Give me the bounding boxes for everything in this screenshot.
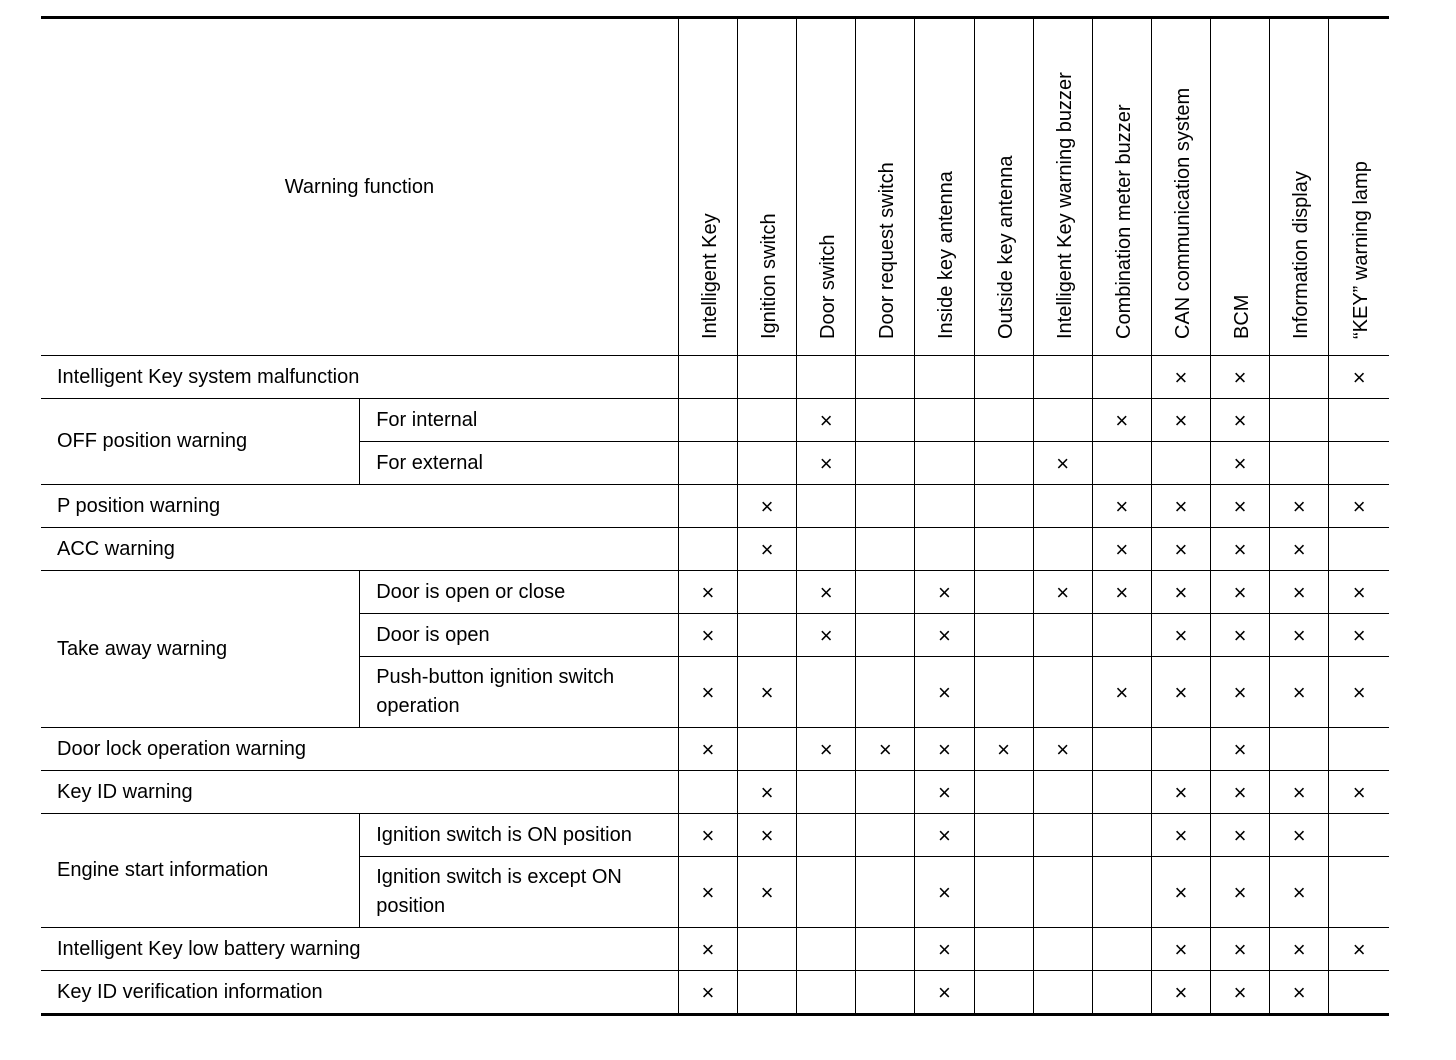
mark-cell: ×	[1151, 356, 1210, 399]
mark-cell	[856, 356, 915, 399]
row-sub-label: Ignition switch is ON position	[360, 814, 679, 857]
mark-cell	[974, 442, 1033, 485]
mark-cell	[856, 928, 915, 971]
row-sub-label: Push-button ignition switch operation	[360, 657, 679, 728]
mark-cell	[856, 485, 915, 528]
mark-cell	[1329, 971, 1389, 1015]
mark-cell: ×	[856, 728, 915, 771]
mark-cell	[797, 771, 856, 814]
mark-cell	[974, 928, 1033, 971]
mark-cell	[738, 356, 797, 399]
mark-cell	[1033, 614, 1092, 657]
table-row	[41, 528, 1389, 571]
mark-cell: ×	[797, 442, 856, 485]
mark-cell: ×	[1151, 399, 1210, 442]
column-header: “KEY” warning lamp	[1329, 18, 1389, 356]
mark-cell	[856, 528, 915, 571]
mark-cell	[856, 814, 915, 857]
mark-cell: ×	[1329, 356, 1389, 399]
mark-cell	[974, 485, 1033, 528]
mark-cell	[974, 571, 1033, 614]
mark-cell	[797, 814, 856, 857]
mark-cell	[1033, 485, 1092, 528]
mark-cell	[856, 657, 915, 728]
mark-cell	[856, 571, 915, 614]
mark-cell: ×	[1092, 657, 1151, 728]
column-header: Information display	[1270, 18, 1329, 356]
mark-cell: ×	[915, 614, 974, 657]
column-header: Ignition switch	[738, 18, 797, 356]
mark-cell: ×	[797, 571, 856, 614]
mark-cell: ×	[1270, 614, 1329, 657]
mark-cell: ×	[797, 399, 856, 442]
mark-cell: ×	[1329, 571, 1389, 614]
mark-cell: ×	[738, 657, 797, 728]
mark-cell	[1151, 442, 1210, 485]
table-row	[41, 771, 1389, 814]
mark-cell: ×	[1329, 485, 1389, 528]
mark-cell: ×	[1211, 528, 1270, 571]
mark-cell: ×	[1151, 571, 1210, 614]
mark-cell	[1270, 442, 1329, 485]
warning-function-header: Warning function	[41, 18, 678, 356]
mark-cell	[1092, 771, 1151, 814]
mark-cell: ×	[1092, 528, 1151, 571]
row-label: ACC warning	[41, 528, 678, 571]
mark-cell: ×	[1211, 571, 1270, 614]
mark-cell	[1033, 356, 1092, 399]
column-header: Combination meter buzzer	[1092, 18, 1151, 356]
row-group-label: OFF position warning	[41, 399, 360, 485]
mark-cell	[1092, 928, 1151, 971]
table-row	[41, 399, 1389, 442]
mark-cell	[974, 814, 1033, 857]
row-sub-label: For external	[360, 442, 679, 485]
header-row	[41, 18, 1389, 356]
mark-cell	[797, 356, 856, 399]
mark-cell	[797, 657, 856, 728]
mark-cell: ×	[1211, 857, 1270, 928]
mark-cell	[1092, 814, 1151, 857]
column-header: Intelligent Key	[678, 18, 737, 356]
mark-cell: ×	[797, 614, 856, 657]
mark-cell: ×	[738, 857, 797, 928]
mark-cell: ×	[1033, 442, 1092, 485]
mark-cell	[1092, 614, 1151, 657]
mark-cell	[915, 399, 974, 442]
mark-cell: ×	[1270, 485, 1329, 528]
mark-cell: ×	[1211, 771, 1270, 814]
mark-cell: ×	[1151, 814, 1210, 857]
mark-cell	[678, 399, 737, 442]
column-header: BCM	[1211, 18, 1270, 356]
mark-cell: ×	[1092, 399, 1151, 442]
mark-cell	[1329, 728, 1389, 771]
mark-cell: ×	[1151, 971, 1210, 1015]
mark-cell: ×	[1151, 657, 1210, 728]
mark-cell: ×	[1329, 928, 1389, 971]
mark-cell	[738, 442, 797, 485]
mark-cell	[974, 399, 1033, 442]
mark-cell: ×	[1270, 857, 1329, 928]
mark-cell: ×	[738, 528, 797, 571]
mark-cell: ×	[915, 771, 974, 814]
mark-cell: ×	[678, 728, 737, 771]
mark-cell: ×	[1151, 528, 1210, 571]
mark-cell	[856, 399, 915, 442]
table-row	[41, 971, 1389, 1015]
table-body	[41, 356, 1389, 1015]
row-group-label: Engine start information	[41, 814, 360, 928]
table-row	[41, 571, 1389, 614]
mark-cell	[678, 771, 737, 814]
row-group-label: Take away warning	[41, 571, 360, 728]
mark-cell: ×	[1092, 571, 1151, 614]
mark-cell	[1329, 528, 1389, 571]
mark-cell	[1270, 728, 1329, 771]
mark-cell: ×	[1329, 657, 1389, 728]
mark-cell	[797, 485, 856, 528]
column-header: Door request switch	[856, 18, 915, 356]
mark-cell	[738, 728, 797, 771]
mark-cell: ×	[678, 657, 737, 728]
table-row	[41, 356, 1389, 399]
column-header: Outside key antenna	[974, 18, 1033, 356]
mark-cell: ×	[915, 971, 974, 1015]
mark-cell: ×	[678, 857, 737, 928]
mark-cell	[1033, 657, 1092, 728]
mark-cell: ×	[1033, 728, 1092, 771]
mark-cell	[856, 857, 915, 928]
mark-cell	[1033, 928, 1092, 971]
mark-cell	[738, 928, 797, 971]
mark-cell: ×	[1211, 485, 1270, 528]
mark-cell: ×	[678, 928, 737, 971]
mark-cell	[1329, 857, 1389, 928]
mark-cell	[1033, 971, 1092, 1015]
mark-cell	[1092, 857, 1151, 928]
row-label: Key ID verification information	[41, 971, 678, 1015]
row-label: P position warning	[41, 485, 678, 528]
mark-cell: ×	[1151, 485, 1210, 528]
mark-cell	[797, 857, 856, 928]
row-label: Door lock operation warning	[41, 728, 678, 771]
column-header: Inside key antenna	[915, 18, 974, 356]
mark-cell	[738, 399, 797, 442]
mark-cell: ×	[738, 771, 797, 814]
mark-cell: ×	[678, 814, 737, 857]
mark-cell	[915, 528, 974, 571]
mark-cell: ×	[915, 728, 974, 771]
row-sub-label: Ignition switch is except ON position	[360, 857, 679, 928]
mark-cell: ×	[797, 728, 856, 771]
mark-cell: ×	[1211, 614, 1270, 657]
mark-cell	[1329, 814, 1389, 857]
mark-cell	[856, 442, 915, 485]
mark-cell: ×	[915, 814, 974, 857]
mark-cell: ×	[1033, 571, 1092, 614]
mark-cell	[856, 614, 915, 657]
mark-cell: ×	[1329, 771, 1389, 814]
mark-cell	[974, 528, 1033, 571]
mark-cell	[856, 771, 915, 814]
mark-cell	[678, 356, 737, 399]
mark-cell	[1092, 728, 1151, 771]
mark-cell: ×	[678, 571, 737, 614]
mark-cell: ×	[1270, 928, 1329, 971]
mark-cell	[1092, 442, 1151, 485]
mark-cell: ×	[1151, 614, 1210, 657]
warning-function-table	[41, 16, 1389, 1016]
mark-cell	[678, 442, 737, 485]
mark-cell	[915, 442, 974, 485]
mark-cell: ×	[1211, 928, 1270, 971]
mark-cell: ×	[1092, 485, 1151, 528]
mark-cell: ×	[1270, 528, 1329, 571]
mark-cell: ×	[1151, 771, 1210, 814]
mark-cell: ×	[1270, 657, 1329, 728]
mark-cell: ×	[1270, 771, 1329, 814]
table-row	[41, 485, 1389, 528]
mark-cell	[797, 928, 856, 971]
mark-cell: ×	[974, 728, 1033, 771]
mark-cell: ×	[1211, 356, 1270, 399]
mark-cell: ×	[1270, 571, 1329, 614]
mark-cell	[974, 356, 1033, 399]
row-sub-label: Door is open or close	[360, 571, 679, 614]
mark-cell: ×	[1151, 928, 1210, 971]
mark-cell: ×	[1211, 814, 1270, 857]
mark-cell	[1033, 771, 1092, 814]
mark-cell: ×	[915, 928, 974, 971]
column-header: Intelligent Key warning buzzer	[1033, 18, 1092, 356]
table-row	[41, 728, 1389, 771]
mark-cell	[1329, 399, 1389, 442]
row-sub-label: For internal	[360, 399, 679, 442]
mark-cell: ×	[1270, 814, 1329, 857]
mark-cell: ×	[1270, 971, 1329, 1015]
mark-cell	[915, 485, 974, 528]
row-label: Intelligent Key low battery warning	[41, 928, 678, 971]
row-label: Key ID warning	[41, 771, 678, 814]
mark-cell: ×	[1211, 657, 1270, 728]
mark-cell: ×	[1211, 442, 1270, 485]
mark-cell	[1270, 399, 1329, 442]
mark-cell: ×	[678, 614, 737, 657]
mark-cell	[738, 571, 797, 614]
mark-cell	[678, 485, 737, 528]
mark-cell	[1329, 442, 1389, 485]
mark-cell	[1270, 356, 1329, 399]
mark-cell	[1033, 814, 1092, 857]
mark-cell	[974, 857, 1033, 928]
column-header: Door switch	[797, 18, 856, 356]
table-row	[41, 814, 1389, 857]
mark-cell	[915, 356, 974, 399]
mark-cell: ×	[1329, 614, 1389, 657]
mark-cell	[856, 971, 915, 1015]
mark-cell: ×	[738, 814, 797, 857]
mark-cell: ×	[915, 857, 974, 928]
mark-cell: ×	[738, 485, 797, 528]
mark-cell	[1092, 356, 1151, 399]
mark-cell	[1033, 528, 1092, 571]
mark-cell	[974, 614, 1033, 657]
mark-cell: ×	[915, 571, 974, 614]
column-header: CAN communication system	[1151, 18, 1210, 356]
mark-cell	[974, 657, 1033, 728]
mark-cell: ×	[915, 657, 974, 728]
mark-cell	[678, 528, 737, 571]
mark-cell: ×	[1211, 399, 1270, 442]
mark-cell: ×	[1151, 857, 1210, 928]
row-label: Intelligent Key system malfunction	[41, 356, 678, 399]
mark-cell	[738, 971, 797, 1015]
mark-cell	[797, 528, 856, 571]
mark-cell	[1033, 857, 1092, 928]
mark-cell	[974, 771, 1033, 814]
mark-cell	[1092, 971, 1151, 1015]
mark-cell: ×	[678, 971, 737, 1015]
mark-cell	[974, 971, 1033, 1015]
mark-cell	[1151, 728, 1210, 771]
table-row	[41, 928, 1389, 971]
row-sub-label: Door is open	[360, 614, 679, 657]
mark-cell: ×	[1211, 971, 1270, 1015]
mark-cell	[738, 614, 797, 657]
mark-cell: ×	[1211, 728, 1270, 771]
mark-cell	[1033, 399, 1092, 442]
mark-cell	[797, 971, 856, 1015]
